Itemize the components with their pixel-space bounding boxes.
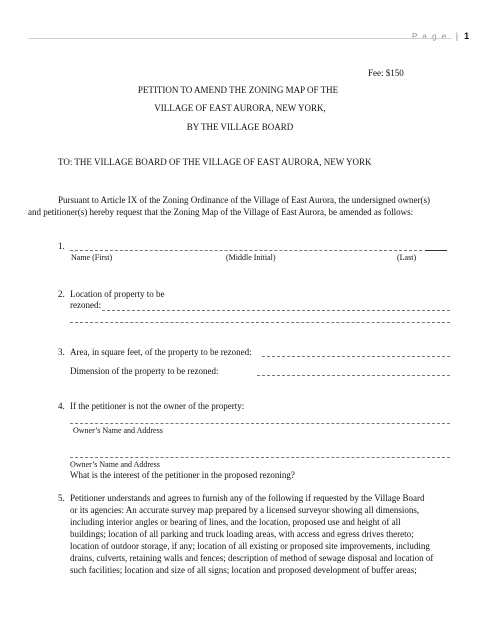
area-label: Area, in square feet, of the property to be rezoned: bbox=[70, 347, 252, 357]
owner-label-2: Owner’s Name and Address bbox=[70, 460, 160, 469]
interest-question: What is the interest of the petitioner in the proposed rezoning? bbox=[70, 470, 295, 480]
title-line-3: BY THE VILLAGE BOARD bbox=[186, 122, 294, 132]
area-input-line[interactable] bbox=[262, 356, 450, 357]
fee-label: Fee: $150 bbox=[368, 68, 404, 78]
item-2-number: 2. bbox=[58, 289, 65, 299]
owner-input-line-2[interactable] bbox=[70, 457, 450, 458]
item-5-line-1: Petitioner understands and agrees to furnish any of the following if requested by the Village Board bbox=[70, 493, 425, 503]
addressee: TO: THE VILLAGE BOARD OF THE VILLAGE OF EAST AURORA, NEW YORK bbox=[58, 157, 372, 167]
location-input-line-1[interactable] bbox=[102, 310, 450, 311]
item-5-line-6: drains, culverts, retaining walls and fences; description of method of sewage disposal and location of bbox=[70, 553, 434, 563]
owner-label-1: Owner’s Name and Address bbox=[73, 426, 163, 435]
title-line-2: VILLAGE OF EAST AURORA, NEW YORK, bbox=[154, 103, 326, 113]
location-label-line-2: rezoned: bbox=[70, 300, 101, 310]
page-separator: | bbox=[455, 31, 459, 41]
page-label: P a g e bbox=[412, 32, 448, 41]
owner-question: If the petitioner is not the owner of the property: bbox=[70, 401, 245, 411]
item-5-line-5: location of outdoor storage, if any; location of all existing or proposed site improvements, including bbox=[70, 541, 430, 551]
location-input-line-2[interactable] bbox=[70, 322, 450, 323]
page-number: 1 bbox=[464, 31, 470, 41]
item-3-number: 3. bbox=[58, 347, 65, 357]
intro-line-1: Pursuant to Article IX of the Zoning Ordinance of the Village of East Aurora, the undersigned owner(s) bbox=[58, 195, 430, 205]
name-input-line[interactable] bbox=[70, 250, 422, 251]
page-header bbox=[412, 26, 469, 44]
item-4-number: 4. bbox=[58, 401, 65, 411]
item-1-number: 1. bbox=[58, 241, 65, 251]
name-input-line-end[interactable] bbox=[425, 250, 447, 251]
item-5-line-2: or its agencies: An accurate survey map prepared by a licensed surveyor showing all dimensions, bbox=[70, 505, 420, 515]
item-5-number: 5. bbox=[58, 493, 65, 503]
item-5-line-4: buildings; location of all parking and truck loading areas, with access and egress drives thereto; bbox=[70, 529, 414, 539]
intro-line-2: and petitioner(s) hereby request that the Zoning Map of the Village of East Aurora, be amended as follows: bbox=[28, 207, 414, 217]
dimension-input-line[interactable] bbox=[257, 375, 450, 376]
header-divider bbox=[28, 38, 452, 39]
title-line-1: PETITION TO AMEND THE ZONING MAP OF THE bbox=[137, 85, 339, 95]
owner-input-line-1[interactable] bbox=[70, 423, 450, 424]
name-last-label: (Last) bbox=[397, 253, 417, 262]
item-5-line-7: such facilities; location and size of all signs; location and proposed development of buffer areas; bbox=[70, 565, 417, 575]
location-label-line-1: Location of property to be bbox=[70, 289, 165, 299]
name-first-label: Name (First) bbox=[71, 253, 113, 262]
dimension-label: Dimension of the property to be rezoned: bbox=[70, 366, 219, 376]
item-5-line-3: including interior angles or bearing of lines, and the location, proposed use and height of all bbox=[70, 517, 401, 527]
name-middle-label: (Middle Initial) bbox=[226, 253, 276, 262]
